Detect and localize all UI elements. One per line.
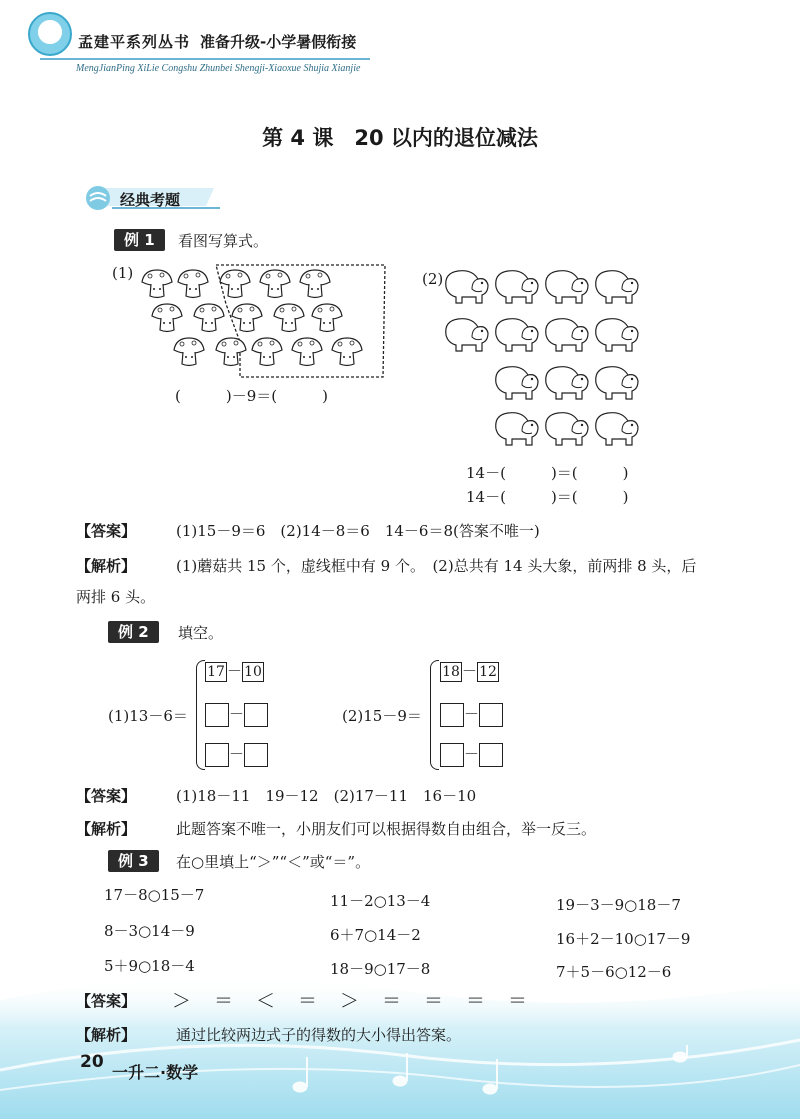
mushroom [216, 338, 246, 366]
compare-item: 7＋5－6○12－6 [556, 963, 672, 981]
empty-box[interactable] [479, 703, 503, 727]
empty-box[interactable] [205, 703, 229, 727]
example2-q1-brace [196, 660, 205, 770]
elephant [596, 367, 638, 399]
mushroom [142, 270, 172, 298]
mushroom [232, 304, 262, 332]
compare-item: 16＋2－10○17－9 [556, 930, 691, 948]
elephant-figure [440, 265, 650, 455]
music-notes-decoration [240, 1045, 720, 1105]
mushroom [194, 304, 224, 332]
compare-item: 5＋9○18－4 [104, 957, 195, 975]
elephant [446, 319, 488, 351]
lesson-title: 第 4 课 20 以内的退位减法 [262, 126, 538, 150]
example1-part1-label: (1) [112, 264, 134, 282]
example3-tag: 例 3 [108, 850, 159, 872]
example1-prompt: 看图写算式。 [178, 232, 269, 250]
compare-item: 19－3－9○18－7 [556, 896, 681, 914]
example2-answer: (1)18－11 19－12 (2)17－11 16－10 [176, 787, 477, 805]
example2-q1-row2: － [205, 703, 268, 727]
compare-item: 6＋7○14－2 [330, 926, 421, 944]
elephant [596, 319, 638, 351]
example3-answer: ＞ ＝ ＜ ＝ ＞ ＝ ＝ ＝ ＝ [172, 990, 530, 1012]
example1-analysis-label: 【解析】 [76, 557, 137, 575]
mushroom [174, 338, 204, 366]
header-series: 孟建平系列丛书 [78, 33, 191, 51]
elephant [596, 413, 638, 445]
elephant [546, 367, 588, 399]
example2-q2-label: (2)15－9＝ [342, 707, 422, 725]
mushroom [332, 338, 362, 366]
example1-answer-label: 【答案】 [76, 522, 137, 540]
example2-prompt: 填空。 [178, 624, 224, 642]
mushroom [220, 270, 250, 298]
example2-analysis-label: 【解析】 [76, 820, 137, 838]
example2-q2-row3: － [440, 743, 503, 767]
answer-box[interactable]: 10 [242, 662, 264, 682]
elephant [446, 271, 488, 303]
example2-q2-row2: － [440, 703, 503, 727]
example1-part1-formula: ( )－9＝( ) [175, 387, 328, 405]
section-title: 经典考题 [120, 191, 181, 209]
header-title: 准备升级-小学暑假衔接 [200, 33, 357, 51]
example1-answer: (1)15－9＝6 (2)14－8＝6 14－6＝8(答案不唯一) [176, 522, 540, 540]
header-pinyin: MengJianPing XiLie Congshu Zhunbei Shengji-Xiaoxue Shujia Xianjie [76, 63, 361, 74]
example2-answer-label: 【答案】 [76, 787, 137, 805]
elephant [496, 367, 538, 399]
elephant [596, 271, 638, 303]
empty-box[interactable] [205, 743, 229, 767]
mushroom [252, 338, 282, 366]
empty-box[interactable] [440, 743, 464, 767]
example1-part2-label: (2) [422, 270, 444, 288]
compare-item: 17－8○15－7 [104, 886, 205, 904]
header-rule [40, 58, 370, 60]
example2-tag: 例 2 [108, 621, 159, 643]
empty-box[interactable] [244, 703, 268, 727]
example1-analysis-line1: (1)蘑菇共 15 个，虚线框中有 9 个。 (2)总共有 14 头大象，前两排 8 头，后 [176, 557, 697, 575]
mushroom [312, 304, 342, 332]
example1-part2-formula-a: 14－( )＝( ) [466, 464, 629, 482]
elephant [496, 413, 538, 445]
empty-box[interactable] [479, 743, 503, 767]
example2-q1-row3: － [205, 743, 268, 767]
compare-item: 8－3○14－9 [104, 922, 195, 940]
page-number: 20 [80, 1052, 104, 1072]
mushroom [178, 270, 208, 298]
example2-analysis: 此题答案不唯一，小朋友们可以根据得数自由组合，举一反三。 [176, 820, 597, 838]
elephant [496, 319, 538, 351]
example2-q1-label: (1)13－6＝ [108, 707, 188, 725]
answer-box[interactable]: 12 [477, 662, 499, 682]
empty-box[interactable] [244, 743, 268, 767]
mushroom [292, 338, 322, 366]
empty-box[interactable] [440, 703, 464, 727]
example3-answer-label: 【答案】 [76, 992, 137, 1010]
mushroom [152, 304, 182, 332]
mushroom [260, 270, 290, 298]
example2-q2-brace [430, 660, 439, 770]
example3-prompt: 在○里填上“＞”“＜”或“＝”。 [176, 853, 371, 871]
mushroom [274, 304, 304, 332]
example1-tag: 例 1 [114, 229, 165, 251]
answer-box[interactable]: 17 [205, 662, 227, 682]
answer-box[interactable]: 18 [440, 662, 462, 682]
footer-brand: 一升二·数学 [112, 1063, 199, 1082]
mushroom [300, 270, 330, 298]
series-logo [28, 12, 72, 56]
compare-item: 18－9○17－8 [330, 960, 431, 978]
elephant [546, 319, 588, 351]
example2-q1-row1: 17 － 10 [205, 660, 264, 682]
example1-analysis-line2: 两排 6 头。 [76, 588, 156, 606]
example3-analysis: 通过比较两边式子的得数的大小得出答案。 [176, 1026, 462, 1044]
compare-item: 11－2○13－4 [330, 892, 431, 910]
mushroom-figure [130, 262, 390, 382]
elephant [546, 413, 588, 445]
example2-q2-row1: 18 － 12 [440, 660, 499, 682]
elephant [496, 271, 538, 303]
example1-part2-formula-b: 14－( )＝( ) [466, 488, 629, 506]
example3-analysis-label: 【解析】 [76, 1026, 137, 1044]
elephant [546, 271, 588, 303]
